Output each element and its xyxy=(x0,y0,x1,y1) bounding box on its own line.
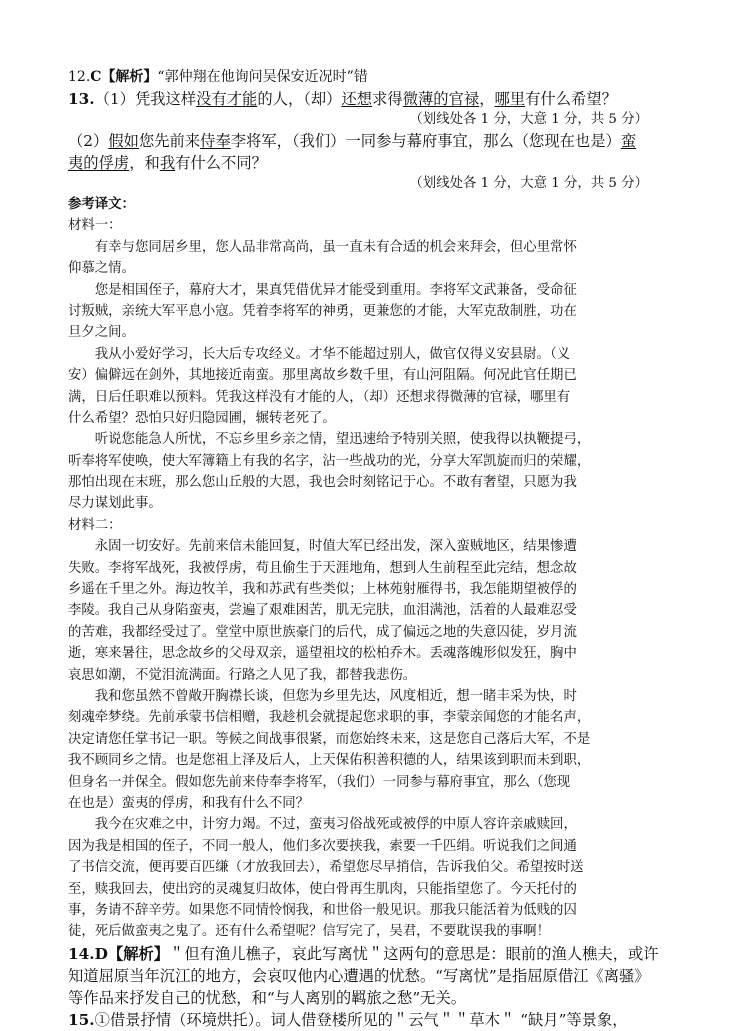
translation-line: 安）偏僻远在剑外，其地接近南蛮。那里离故乡数千里，有山河阻隔。何况此官任期已 xyxy=(68,368,577,384)
q13-p2-text: （2） xyxy=(68,132,109,150)
translation-line: 您是相国侄子，幕府大才，果真凭借优异才能受到重用。李将军文武兼备，受命征 xyxy=(68,282,577,298)
translation-line: 满，日后任职难以预料。凭我这样没有才能的人，（却）还想求得微薄的官禄，哪里有 xyxy=(68,389,571,405)
q13-note2: （划线处各 1 分，大意 1 分，共 5 分） xyxy=(409,176,648,191)
q13-p2-text: 有什么不同？ xyxy=(175,154,267,172)
translation-line: 什么希望？恐怕只好归隐园圃，辗转老死了。 xyxy=(68,410,336,426)
translation-line: 听奉将军使唤，使大军簿籍上有我的名字，沾一些战功的光，分享大军凯旋而归的荣耀， xyxy=(68,453,591,469)
translation-line: 但身名一并保全。假如您先前来侍奉李将军，（我们）一同参与幕府事宜，那么（您现 xyxy=(68,774,571,790)
q13-part1 xyxy=(68,88,688,110)
document-page xyxy=(68,66,688,1031)
q13-number: 13. xyxy=(68,90,95,108)
translation-line: 那怕出现在末班，那么您山丘般的大恩，我也会时刻铭记于心。不敢有奢望，只愿为我 xyxy=(68,475,577,491)
translation-line: 因为我是相国的侄子，不同一般人，他们多次要挟我，索要一千匹绢。听说我们之间通 xyxy=(68,838,577,854)
material-2-label: 材料二： xyxy=(68,517,122,533)
q12-line xyxy=(68,66,688,88)
q14-line3: 等作品来抒发自己的忧愁，和“与人离别的羁旅之愁”无关。 xyxy=(68,988,467,1007)
translation-line: 乡遥在千里之外。海边牧羊，我和苏武有些类似；上林苑射雁得书，我怎能期望被俘的 xyxy=(68,582,577,598)
q13-part2a xyxy=(68,130,688,152)
q13-p2-underline: 蛮 xyxy=(620,132,637,150)
material-1-body xyxy=(68,237,688,515)
q14-line1 xyxy=(68,943,688,965)
translation-line: 我不顾同乡之情。也是您祖上泽及后人，上天保佑积善积德的人，结果该到职而未到职， xyxy=(68,753,591,769)
q14-line2: 知道屈原当年沉江的地方，会哀叹他内心遭遇的忧愁。“写离忧”是指屈原借江《离骚》 xyxy=(68,966,650,985)
translation-title: 参考译文： xyxy=(68,196,135,212)
q12-number: 12. xyxy=(68,69,91,85)
q12-text: “郭仲翔在他询问吴保安近况时”错 xyxy=(157,69,368,85)
translation-line: 逝，寒来暑往，思念故乡的父母双亲，遥望祖坟的松柏乔木。丢魂落魄形似发狂，胸中 xyxy=(68,646,577,662)
q13-p2-underline: 我 xyxy=(159,154,176,172)
q13-part2b xyxy=(68,152,688,174)
translation-line: 旦夕之间。 xyxy=(68,325,135,341)
translation-line: 哀思如潮，不觉泪流满面。行路之人见了我，都替我悲伤。 xyxy=(68,667,417,683)
translation-line: 我今在灾难之中，计穷力竭。不过，蛮夷习俗战死或被俘的中原人容许亲戚赎回， xyxy=(68,817,577,833)
q14-text: ＂但有渔儿樵子，哀此写离忧＂这两句的意思是：眼前的渔人樵夫，或许 xyxy=(169,944,659,963)
q13-p1-underline: 微薄的官禄 xyxy=(402,90,480,108)
q14-number: 14. xyxy=(68,944,95,963)
q13-p2-underline: 侍奉 xyxy=(200,132,231,150)
q13-p1-underline: 还想 xyxy=(341,90,373,108)
translation-line: 听说您能急人所忧，不忘乡里乡亲之情，望迅速给予特别关照，使我得以执鞭提弓， xyxy=(68,432,591,448)
translation-line: 刻魂牵梦绕。先前承蒙书信相赠，我趁机会就提起您求职的事，李蒙亲闻您的才能名声， xyxy=(68,710,591,726)
translation-line: 我从小爱好学习，长大后专攻经义。才华不能超过别人，做官仅得义安县尉。（义 xyxy=(68,346,571,362)
translation-line: 事，务请不辞辛劳。如果您不同情怜悯我，和世俗一般见识。那我只能活着为低贱的囚 xyxy=(68,902,577,918)
q13-p1-text: 求得 xyxy=(372,90,403,108)
q13-p1-text: （1）凭我这样 xyxy=(94,90,197,108)
translation-line: 我和您虽然不曾敞开胸襟长谈，但您为乡里先达，风度相近，想一睹丰采为快，时 xyxy=(68,688,577,704)
translation-line: 决定请您任掌书记一职。等候之间战事很紧，而您始终未来，这是您自己落后大军，不是 xyxy=(68,731,591,747)
translation-line: 至，赎我回去，使出窍的灵魂复归故体，使白骨再生肌肉，只能指望您了。今天托付的 xyxy=(68,881,577,897)
q15-text: ①借景抒情（环境烘托）。词人借登楼所见的＂云气＂＂草木＂ “缺月”等景象， xyxy=(94,1010,628,1029)
translation-line: 有幸与您同居乡里，您人品非常高尚，虽一直未有合适的机会来拜会，但心里常怀 xyxy=(68,239,577,255)
translation-line: 失败。李将军战死，我被俘虏，苟且偷生于天涯地角，想到人生前程至此完结，想念故 xyxy=(68,560,577,576)
translation-line: 讨叛贼，亲统大军平息小寇。凭着李将军的神勇，更兼您的才能，大军克敌制胜，功在 xyxy=(68,303,577,319)
translation-line: 徒，死后做蛮夷之鬼了。还有什么希望呢？信写完了，吴君，不要耽误我的事啊！ xyxy=(68,924,551,940)
q13-p2-text: 您先前来 xyxy=(138,132,201,150)
translation-line: 仰慕之情。 xyxy=(68,261,135,277)
material-1-label: 材料一： xyxy=(68,218,122,234)
translation-line: 在也是）蛮夷的俘虏，和我有什么不同？ xyxy=(68,795,310,811)
q13-p2-text: ，和 xyxy=(129,154,160,172)
translation-line: 尽力谋划此事。 xyxy=(68,496,162,512)
q13-p1-text: 的人，（却） xyxy=(257,90,342,108)
q13-p1-text: 有什么希望？ xyxy=(525,90,617,108)
q13-note1: （划线处各 1 分，大意 1 分，共 5 分） xyxy=(409,112,648,127)
q12-answer: C xyxy=(90,69,102,85)
q13-p2-underline: 夷的俘虏 xyxy=(68,154,130,172)
q14-answer: D xyxy=(94,944,108,963)
q13-p1-underline: 哪里 xyxy=(494,90,526,108)
q13-p2-text: 李将军，（我们）一同参与幕府事宜，那么（您现在也是） xyxy=(230,132,621,150)
q14-tag: 【解析】 xyxy=(107,944,170,963)
translation-line: 了书信交流，便再要百匹缣（才放我回去），希望您尽早捎信，告诉我伯父。希望按时送 xyxy=(68,860,584,876)
q12-tag: 【解析】 xyxy=(101,69,158,85)
material-2-body xyxy=(68,536,688,942)
translation-line: 的苦难，我都经受过了。堂堂中原世族豪门的后代，成了偏远之地的失意囚徒，岁月流 xyxy=(68,624,577,640)
translation-line: 永固一切安好。先前来信未能回复，时值大军已经出发，深入蛮贼地区，结果惨遭 xyxy=(68,539,577,555)
translation-line: 李陵。我自己从身陷蛮夷，尝遍了艰难困苦，肌无完肤，血泪满池，活着的人最难忍受 xyxy=(68,603,577,619)
q13-p2-underline: 假如 xyxy=(108,132,139,150)
q13-p1-text: ， xyxy=(479,90,495,108)
q15-number: 15. xyxy=(68,1010,95,1029)
q13-p1-underline: 没有才能 xyxy=(196,90,258,108)
